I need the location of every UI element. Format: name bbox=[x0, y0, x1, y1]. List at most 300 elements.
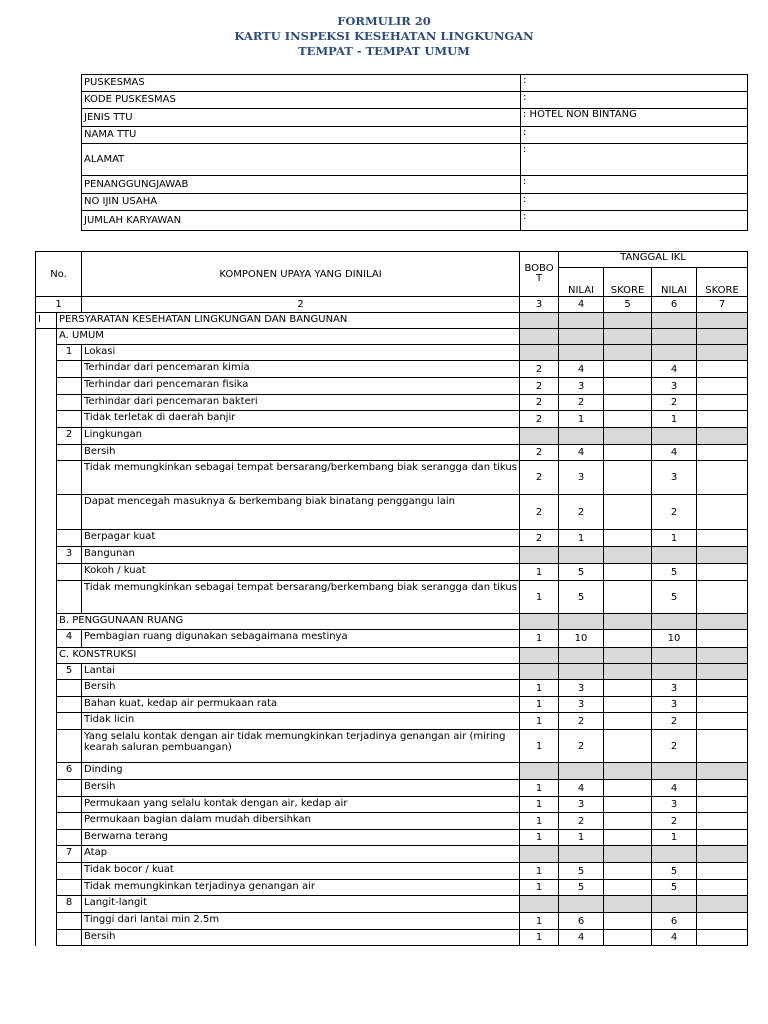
section-indent bbox=[36, 461, 57, 495]
item-text: Terhindar dari pencemaran bakteri bbox=[82, 395, 520, 411]
cell-nilai-1 bbox=[559, 428, 604, 445]
cell-bobot: 1 bbox=[520, 713, 559, 730]
item-text: Terhindar dari pencemaran fisika bbox=[82, 378, 520, 395]
cell-nilai-2: 5 bbox=[652, 880, 697, 896]
cell-bobot: 1 bbox=[520, 830, 559, 846]
identity-value[interactable]: : bbox=[521, 144, 748, 176]
cell-skore-1[interactable] bbox=[604, 530, 652, 547]
item-indent bbox=[57, 581, 82, 614]
cell-nilai-1 bbox=[559, 345, 604, 361]
cell-nilai-1: 1 bbox=[559, 830, 604, 846]
cell-nilai-1 bbox=[559, 846, 604, 863]
cell-nilai-2: 5 bbox=[652, 564, 697, 581]
cell-nilai-2: 4 bbox=[652, 445, 697, 461]
section-indent bbox=[36, 863, 57, 880]
section-indent bbox=[36, 329, 57, 345]
identity-label: ALAMAT bbox=[82, 144, 521, 176]
cell-skore-1 bbox=[604, 648, 652, 664]
cell-skore-2[interactable] bbox=[697, 797, 748, 813]
cell-skore-1[interactable] bbox=[604, 697, 652, 713]
cell-nilai-2: 5 bbox=[652, 581, 697, 614]
item-text: Kokoh / kuat bbox=[82, 564, 520, 581]
identity-row bbox=[82, 144, 748, 176]
identity-row bbox=[82, 109, 748, 127]
cell-nilai-2: 1 bbox=[652, 411, 697, 428]
identity-table bbox=[81, 74, 748, 231]
item-indent bbox=[57, 445, 82, 461]
identity-row bbox=[82, 75, 748, 92]
cell-nilai-1: 2 bbox=[559, 813, 604, 830]
cell-skore-2 bbox=[697, 345, 748, 361]
identity-value[interactable]: : bbox=[521, 194, 748, 211]
cell-nilai-2: 2 bbox=[652, 713, 697, 730]
identity-row bbox=[82, 211, 748, 231]
cell-nilai-1: 2 bbox=[559, 495, 604, 530]
cell-skore-1[interactable] bbox=[604, 930, 652, 946]
item-text: Berwarna terang bbox=[82, 830, 520, 846]
item-row bbox=[36, 530, 748, 547]
section-indent bbox=[36, 797, 57, 813]
identity-value[interactable]: : bbox=[521, 92, 748, 109]
header-skore-2: SKORE bbox=[697, 268, 748, 297]
cell-skore-1[interactable] bbox=[604, 680, 652, 697]
item-indent bbox=[57, 697, 82, 713]
cell-nilai-1 bbox=[559, 614, 604, 630]
section-indent bbox=[36, 730, 57, 763]
cell-bobot: 2 bbox=[520, 461, 559, 495]
group-title: Langit-langit bbox=[82, 896, 520, 913]
group-row bbox=[36, 664, 748, 680]
form-title: KARTU INSPEKSI KESEHATAN LINGKUNGAN bbox=[234, 29, 534, 43]
cell-nilai-2 bbox=[652, 896, 697, 913]
section-indent bbox=[36, 896, 57, 913]
cell-bobot bbox=[520, 896, 559, 913]
identity-label: JUMLAH KARYAWAN bbox=[82, 211, 521, 231]
section-indent bbox=[36, 763, 57, 780]
item-text: Bersih bbox=[82, 930, 520, 946]
cell-skore-1 bbox=[604, 896, 652, 913]
cell-bobot bbox=[520, 547, 559, 564]
section-indent bbox=[36, 495, 57, 530]
group-title: Bangunan bbox=[82, 547, 520, 564]
identity-label: KODE PUSKESMAS bbox=[82, 92, 521, 109]
item-row bbox=[36, 395, 748, 411]
cell-bobot: 1 bbox=[520, 797, 559, 813]
cell-skore-1[interactable] bbox=[604, 863, 652, 880]
item-text: Berpagar kuat bbox=[82, 530, 520, 547]
cell-skore-1[interactable] bbox=[604, 797, 652, 813]
item-indent bbox=[57, 378, 82, 395]
item-row bbox=[36, 445, 748, 461]
cell-nilai-2: 3 bbox=[652, 697, 697, 713]
item-text: Tidak licin bbox=[82, 713, 520, 730]
section-title: PERSYARATAN KESEHATAN LINGKUNGAN DAN BANGUNAN bbox=[57, 313, 520, 329]
cell-nilai-1: 4 bbox=[559, 930, 604, 946]
cell-skore-2[interactable] bbox=[697, 411, 748, 428]
group-number: 5 bbox=[57, 664, 82, 680]
section-indent bbox=[36, 664, 57, 680]
cell-skore-1 bbox=[604, 345, 652, 361]
identity-value[interactable]: : HOTEL NON BINTANG bbox=[521, 109, 748, 127]
cell-nilai-2: 3 bbox=[652, 797, 697, 813]
cell-bobot: 2 bbox=[520, 395, 559, 411]
cell-bobot: 2 bbox=[520, 361, 559, 378]
col-number-7: 7 bbox=[697, 297, 748, 313]
cell-nilai-2: 1 bbox=[652, 830, 697, 846]
section-indent bbox=[36, 378, 57, 395]
cell-skore-1[interactable] bbox=[604, 461, 652, 495]
subsection-title: B. PENGGUNAAN RUANG bbox=[57, 614, 520, 630]
section-indent bbox=[36, 680, 57, 697]
item-row bbox=[36, 378, 748, 395]
cell-skore-1[interactable] bbox=[604, 730, 652, 763]
group-title: Atap bbox=[82, 846, 520, 863]
item-row bbox=[36, 730, 748, 763]
cell-nilai-1: 1 bbox=[559, 530, 604, 547]
cell-bobot: 2 bbox=[520, 530, 559, 547]
item-row bbox=[36, 697, 748, 713]
col-number-6: 6 bbox=[652, 297, 697, 313]
group-number: 2 bbox=[57, 428, 82, 445]
section-indent bbox=[36, 428, 57, 445]
identity-value[interactable]: : bbox=[521, 176, 748, 194]
cell-nilai-1: 2 bbox=[559, 730, 604, 763]
subsection-title: A. UMUM bbox=[57, 329, 520, 345]
identity-label: NAMA TTU bbox=[82, 127, 521, 144]
cell-skore-1[interactable] bbox=[604, 411, 652, 428]
cell-nilai-2 bbox=[652, 763, 697, 780]
group-title: Lokasi bbox=[82, 345, 520, 361]
cell-skore-2[interactable] bbox=[697, 395, 748, 411]
cell-skore-1[interactable] bbox=[604, 830, 652, 846]
cell-skore-1 bbox=[604, 763, 652, 780]
cell-skore-2[interactable] bbox=[697, 913, 748, 930]
cell-nilai-1 bbox=[559, 313, 604, 329]
cell-skore-2[interactable] bbox=[697, 630, 748, 648]
group-title: Dinding bbox=[82, 763, 520, 780]
header-nilai-2: NILAI bbox=[652, 268, 697, 297]
cell-nilai-2: 3 bbox=[652, 378, 697, 395]
item-text: Permukaan yang selalu kontak dengan air, kedap air bbox=[82, 797, 520, 813]
section-indent bbox=[36, 411, 57, 428]
item-text: Bersih bbox=[82, 780, 520, 797]
item-text: Yang selalu kontak dengan air tidak memungkinkan terjadinya genangan air (miring kearah saluran pembuangan) bbox=[82, 730, 520, 763]
cell-nilai-1 bbox=[559, 896, 604, 913]
cell-nilai-1: 5 bbox=[559, 564, 604, 581]
cell-bobot bbox=[520, 345, 559, 361]
group-row bbox=[36, 345, 748, 361]
group-row bbox=[36, 896, 748, 913]
group-number: 3 bbox=[57, 547, 82, 564]
cell-skore-2[interactable] bbox=[697, 361, 748, 378]
item-indent bbox=[57, 880, 82, 896]
item-row bbox=[36, 461, 748, 495]
cell-nilai-2: 3 bbox=[652, 461, 697, 495]
cell-skore-1[interactable] bbox=[604, 445, 652, 461]
cell-bobot bbox=[520, 763, 559, 780]
section-row bbox=[36, 313, 748, 329]
item-indent bbox=[57, 830, 82, 846]
subsection-row bbox=[36, 614, 748, 630]
cell-nilai-2: 6 bbox=[652, 913, 697, 930]
cell-bobot bbox=[520, 648, 559, 664]
cell-bobot: 2 bbox=[520, 411, 559, 428]
identity-row bbox=[82, 127, 748, 144]
cell-bobot bbox=[520, 846, 559, 863]
cell-skore-1[interactable] bbox=[604, 395, 652, 411]
cell-skore-2[interactable] bbox=[697, 930, 748, 946]
header-skore-1: SKORE bbox=[604, 268, 652, 297]
form-subtitle: TEMPAT - TEMPAT UMUM bbox=[298, 44, 470, 58]
cell-bobot: 2 bbox=[520, 445, 559, 461]
cell-bobot bbox=[520, 664, 559, 680]
cell-nilai-1: 5 bbox=[559, 863, 604, 880]
cell-skore-1[interactable] bbox=[604, 880, 652, 896]
form-number: FORMULIR 20 bbox=[337, 14, 431, 28]
cell-bobot bbox=[520, 313, 559, 329]
item-row bbox=[36, 713, 748, 730]
identity-label: JENIS TTU bbox=[82, 109, 521, 127]
cell-skore-1[interactable] bbox=[604, 780, 652, 797]
cell-skore-1 bbox=[604, 846, 652, 863]
item-indent bbox=[57, 495, 82, 530]
item-text: Tinggi dari lantai min 2.5m bbox=[82, 913, 520, 930]
section-indent bbox=[36, 445, 57, 461]
cell-skore-2 bbox=[697, 648, 748, 664]
item-text: Bahan kuat, kedap air permukaan rata bbox=[82, 697, 520, 713]
identity-value[interactable]: : bbox=[521, 127, 748, 144]
cell-skore-2[interactable] bbox=[697, 830, 748, 846]
cell-skore-2[interactable] bbox=[697, 863, 748, 880]
cell-nilai-2 bbox=[652, 648, 697, 664]
item-text: Tidak memungkinkan sebagai tempat bersarang/berkembang biak serangga dan tikus bbox=[82, 461, 520, 495]
identity-label: NO IJIN USAHA bbox=[82, 194, 521, 211]
cell-skore-2 bbox=[697, 547, 748, 564]
section-roman: I bbox=[36, 313, 57, 329]
cell-bobot: 1 bbox=[520, 913, 559, 930]
item-indent bbox=[57, 564, 82, 581]
inspection-table bbox=[35, 251, 748, 946]
section-indent bbox=[36, 813, 57, 830]
cell-skore-1[interactable] bbox=[604, 564, 652, 581]
group-row bbox=[36, 428, 748, 445]
section-indent bbox=[36, 530, 57, 547]
item-indent bbox=[57, 730, 82, 763]
cell-skore-2 bbox=[697, 664, 748, 680]
section-indent bbox=[36, 630, 57, 648]
cell-bobot: 1 bbox=[520, 697, 559, 713]
section-indent bbox=[36, 830, 57, 846]
cell-nilai-2 bbox=[652, 614, 697, 630]
group-number: 1 bbox=[57, 345, 82, 361]
item-row bbox=[36, 913, 748, 930]
item-indent bbox=[57, 530, 82, 547]
item-indent bbox=[57, 395, 82, 411]
cell-skore-1[interactable] bbox=[604, 813, 652, 830]
cell-nilai-1: 2 bbox=[559, 395, 604, 411]
item-indent bbox=[57, 461, 82, 495]
cell-skore-1 bbox=[604, 547, 652, 564]
section-indent bbox=[36, 697, 57, 713]
cell-bobot: 1 bbox=[520, 930, 559, 946]
cell-nilai-2 bbox=[652, 345, 697, 361]
cell-bobot: 2 bbox=[520, 378, 559, 395]
cell-nilai-2: 2 bbox=[652, 495, 697, 530]
cell-nilai-1: 5 bbox=[559, 880, 604, 896]
item-row bbox=[36, 797, 748, 813]
identity-row bbox=[82, 194, 748, 211]
cell-skore-2 bbox=[697, 329, 748, 345]
cell-nilai-1: 5 bbox=[559, 581, 604, 614]
cell-nilai-2: 2 bbox=[652, 813, 697, 830]
cell-skore-1[interactable] bbox=[604, 913, 652, 930]
cell-nilai-1: 4 bbox=[559, 361, 604, 378]
item-indent bbox=[57, 913, 82, 930]
cell-skore-2[interactable] bbox=[697, 581, 748, 614]
item-row bbox=[36, 813, 748, 830]
section-indent bbox=[36, 547, 57, 564]
cell-skore-2[interactable] bbox=[697, 461, 748, 495]
identity-label: PUSKESMAS bbox=[82, 75, 521, 92]
cell-nilai-2: 4 bbox=[652, 361, 697, 378]
item-indent bbox=[57, 863, 82, 880]
group-number: 4 bbox=[57, 630, 82, 648]
cell-skore-1 bbox=[604, 614, 652, 630]
cell-nilai-2: 4 bbox=[652, 780, 697, 797]
section-indent bbox=[36, 846, 57, 863]
header-bobot: BOBO T bbox=[520, 252, 559, 297]
group-title: Lantai bbox=[82, 664, 520, 680]
header-no: No. bbox=[36, 252, 82, 297]
cell-skore-1 bbox=[604, 329, 652, 345]
identity-value[interactable]: : bbox=[521, 75, 748, 92]
cell-nilai-2: 5 bbox=[652, 863, 697, 880]
section-indent bbox=[36, 913, 57, 930]
cell-skore-2[interactable] bbox=[697, 680, 748, 697]
section-indent bbox=[36, 713, 57, 730]
cell-nilai-1 bbox=[559, 763, 604, 780]
item-row bbox=[36, 630, 748, 648]
cell-skore-1[interactable] bbox=[604, 630, 652, 648]
cell-skore-2[interactable] bbox=[697, 564, 748, 581]
item-indent bbox=[57, 813, 82, 830]
header-nilai-1: NILAI bbox=[559, 268, 604, 297]
item-row bbox=[36, 830, 748, 846]
cell-skore-2[interactable] bbox=[697, 780, 748, 797]
cell-bobot: 1 bbox=[520, 813, 559, 830]
cell-bobot: 1 bbox=[520, 630, 559, 648]
cell-skore-2 bbox=[697, 763, 748, 780]
item-text: Tidak terletak di daerah banjir bbox=[82, 411, 520, 428]
cell-skore-2[interactable] bbox=[697, 813, 748, 830]
cell-bobot: 2 bbox=[520, 495, 559, 530]
item-indent bbox=[57, 411, 82, 428]
cell-skore-2[interactable] bbox=[697, 530, 748, 547]
item-text: Dapat mencegah masuknya & berkembang biak binatang penggangu lain bbox=[82, 495, 520, 530]
cell-nilai-1: 3 bbox=[559, 461, 604, 495]
cell-nilai-1: 4 bbox=[559, 445, 604, 461]
cell-bobot: 1 bbox=[520, 680, 559, 697]
col-number-3: 3 bbox=[520, 297, 559, 313]
cell-nilai-1: 3 bbox=[559, 680, 604, 697]
cell-nilai-2 bbox=[652, 313, 697, 329]
cell-bobot: 1 bbox=[520, 730, 559, 763]
cell-skore-2 bbox=[697, 428, 748, 445]
subsection-row bbox=[36, 648, 748, 664]
item-row bbox=[36, 564, 748, 581]
cell-nilai-1: 3 bbox=[559, 378, 604, 395]
cell-bobot bbox=[520, 614, 559, 630]
item-row bbox=[36, 411, 748, 428]
cell-skore-2 bbox=[697, 896, 748, 913]
identity-value[interactable]: : bbox=[521, 211, 748, 231]
header-komponen: KOMPONEN UPAYA YANG DINILAI bbox=[82, 252, 520, 297]
cell-skore-1[interactable] bbox=[604, 495, 652, 530]
subsection-title: C. KONSTRUKSI bbox=[57, 648, 520, 664]
group-number: 7 bbox=[57, 846, 82, 863]
item-text: Tidak bocor / kuat bbox=[82, 863, 520, 880]
cell-nilai-1: 6 bbox=[559, 913, 604, 930]
cell-skore-1 bbox=[604, 313, 652, 329]
section-indent bbox=[36, 564, 57, 581]
header-tanggal-ikl: TANGGAL IKL bbox=[559, 252, 748, 268]
group-row bbox=[36, 763, 748, 780]
cell-skore-1[interactable] bbox=[604, 378, 652, 395]
item-indent bbox=[57, 680, 82, 697]
cell-skore-1[interactable] bbox=[604, 581, 652, 614]
item-text: Bersih bbox=[82, 680, 520, 697]
cell-nilai-1: 2 bbox=[559, 713, 604, 730]
cell-bobot: 1 bbox=[520, 880, 559, 896]
cell-nilai-2 bbox=[652, 664, 697, 680]
cell-nilai-2: 2 bbox=[652, 395, 697, 411]
item-text: Bersih bbox=[82, 445, 520, 461]
cell-nilai-1 bbox=[559, 329, 604, 345]
cell-nilai-1: 1 bbox=[559, 411, 604, 428]
cell-bobot: 1 bbox=[520, 780, 559, 797]
cell-nilai-2 bbox=[652, 329, 697, 345]
item-indent bbox=[57, 713, 82, 730]
item-indent bbox=[57, 930, 82, 946]
cell-skore-2[interactable] bbox=[697, 713, 748, 730]
cell-skore-2[interactable] bbox=[697, 378, 748, 395]
group-row bbox=[36, 547, 748, 564]
section-indent bbox=[36, 614, 57, 630]
cell-skore-2[interactable] bbox=[697, 880, 748, 896]
item-row bbox=[36, 361, 748, 378]
item-text: Permukaan bagian dalam mudah dibersihkan bbox=[82, 813, 520, 830]
cell-skore-2[interactable] bbox=[697, 730, 748, 763]
cell-skore-2[interactable] bbox=[697, 697, 748, 713]
cell-skore-1[interactable] bbox=[604, 713, 652, 730]
cell-skore-1 bbox=[604, 664, 652, 680]
col-number-5: 5 bbox=[604, 297, 652, 313]
group-title: Lingkungan bbox=[82, 428, 520, 445]
group-number: 8 bbox=[57, 896, 82, 913]
item-text: Tidak memungkinkan sebagai tempat bersarang/berkembang biak serangga dan tikus bbox=[82, 581, 520, 614]
identity-row bbox=[82, 92, 748, 109]
section-indent bbox=[36, 361, 57, 378]
cell-nilai-2: 3 bbox=[652, 680, 697, 697]
cell-nilai-2 bbox=[652, 547, 697, 564]
cell-nilai-2: 4 bbox=[652, 930, 697, 946]
cell-skore-2[interactable] bbox=[697, 445, 748, 461]
item-row bbox=[36, 880, 748, 896]
cell-bobot: 1 bbox=[520, 564, 559, 581]
cell-nilai-1 bbox=[559, 648, 604, 664]
cell-skore-1[interactable] bbox=[604, 361, 652, 378]
cell-skore-2[interactable] bbox=[697, 495, 748, 530]
